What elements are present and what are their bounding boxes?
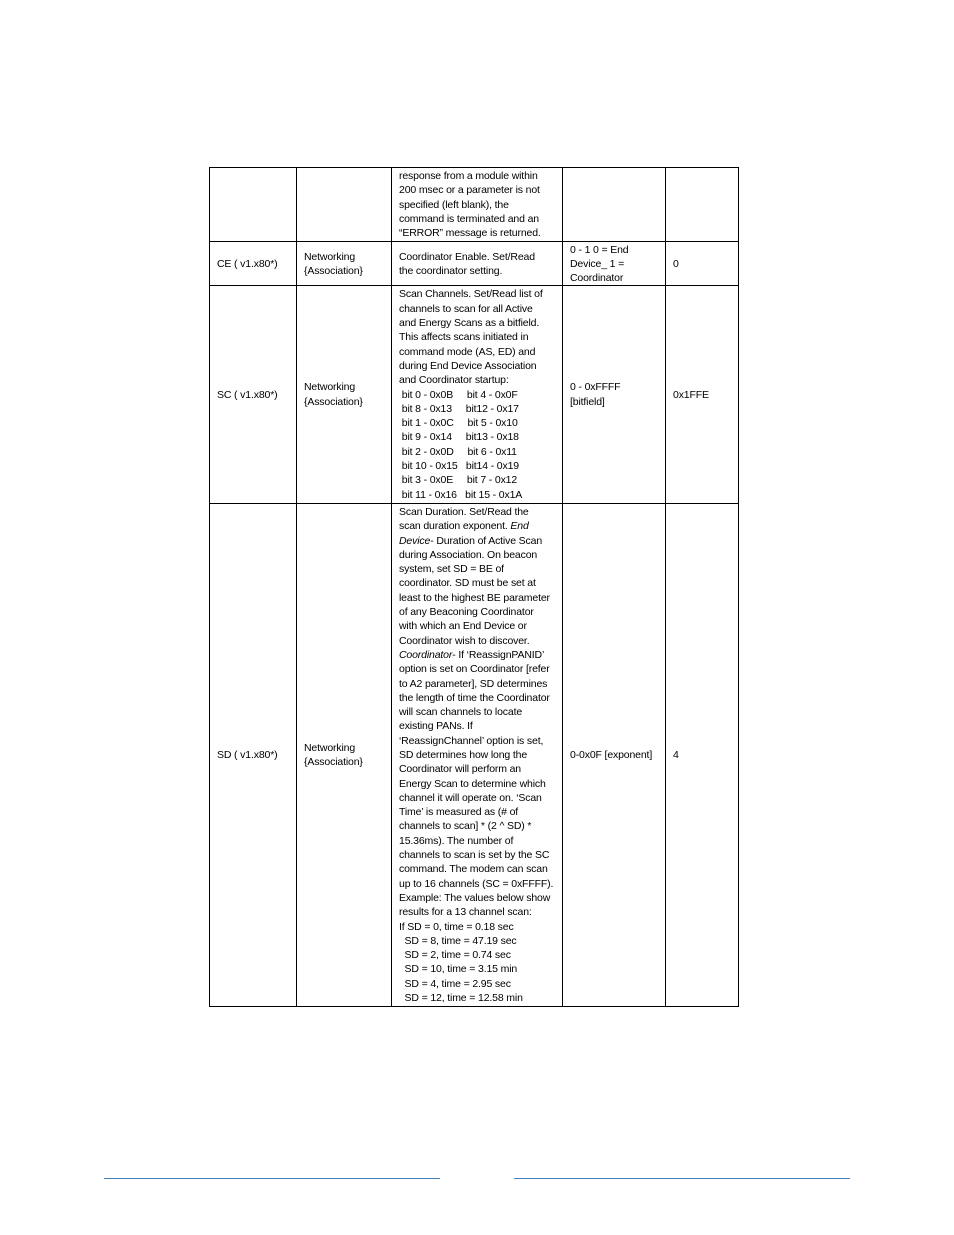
range-cell: 0 - 0xFFFF [bitfield] [563,286,666,503]
category-cell [297,168,392,242]
range-cell: 0 - 1 0 = End Device_ 1 = Coordinator [563,242,666,286]
default-cell: 0 [666,242,739,286]
command-cell: CE ( v1.x80*) [210,242,297,286]
command-cell: SD ( v1.x80*) [210,503,297,1006]
category-cell: Networking {Association} [297,503,392,1006]
default-cell: 4 [666,503,739,1006]
command-cell [210,168,297,242]
category-cell: Networking {Association} [297,242,392,286]
table-row [210,503,739,1006]
table-row [210,286,739,503]
category-cell: Networking {Association} [297,286,392,503]
description-cell: Scan Channels. Set/Read list of channels to scan for all Active and Energy Scans as a bitfield. This affects scans initiated in command mode (AS, ED) and during End Device Association and Coordinator startup: bit 0 - 0x0B bit 4 - 0x0F bit 8 - 0x13 bit12 - 0x17 bit 1 - 0x0C bit 5 - 0x10 bit 9 - 0x14 bit13 - 0x18 bit 2 - 0x0D bit 6 - 0x11 bit 10 - 0x15 bit14 - 0x19 bit 3 - 0x0E bit 7 - 0x12 bit 11 - 0x16 bit 15 - 0x1A [392,286,563,503]
description-cell: Coordinator Enable. Set/Read the coordinator setting. [392,242,563,286]
range-cell: 0-0x0F [exponent] [563,503,666,1006]
footer-divider-left [104,1178,440,1179]
footer-divider-right [514,1178,850,1179]
description-cell: Scan Duration. Set/Read the scan duration exponent. End Device- Duration of Active Scan during Association. On beacon system, set SD = BE of coordinator. SD must be set at least to the highest BE parameter of any Beaconing Coordinator with which an End Device or Coordinator wish to discover. Coordinator- If ‘ReassignPANID’ option is set on Coordinator [refer to A2 parameter], SD determines the length of time the Coordinator will scan channels to locate existing PANs. If ‘ReassignChannel’ option is set, SD determines how long the Coordinator will perform an Energy Scan to determine which channel it will operate on. ‘Scan Time’ is measured as (# of channels to scan] * (2 ^ SD) * 15.36ms). The number of channels to scan is set by the SC command. The modem can scan up to 16 channels (SC = 0xFFFF). Example: The values below show results for a 13 channel scan: If SD = 0, time = 0.18 sec SD = 8, time = 47.19 sec SD = 2, time = 0.74 sec SD = 10, time = 3.15 min SD = 4, time = 2.95 sec SD = 12, time = 12.58 min [392,503,563,1006]
table-row [210,242,739,286]
range-cell [563,168,666,242]
command-cell: SC ( v1.x80*) [210,286,297,503]
default-cell: 0x1FFE [666,286,739,503]
default-cell [666,168,739,242]
command-table [209,167,739,1007]
table-row [210,168,739,242]
description-cell: response from a module within 200 msec or a parameter is not specified (left blank), the command is terminated and an “ERROR” message is returned. [392,168,563,242]
